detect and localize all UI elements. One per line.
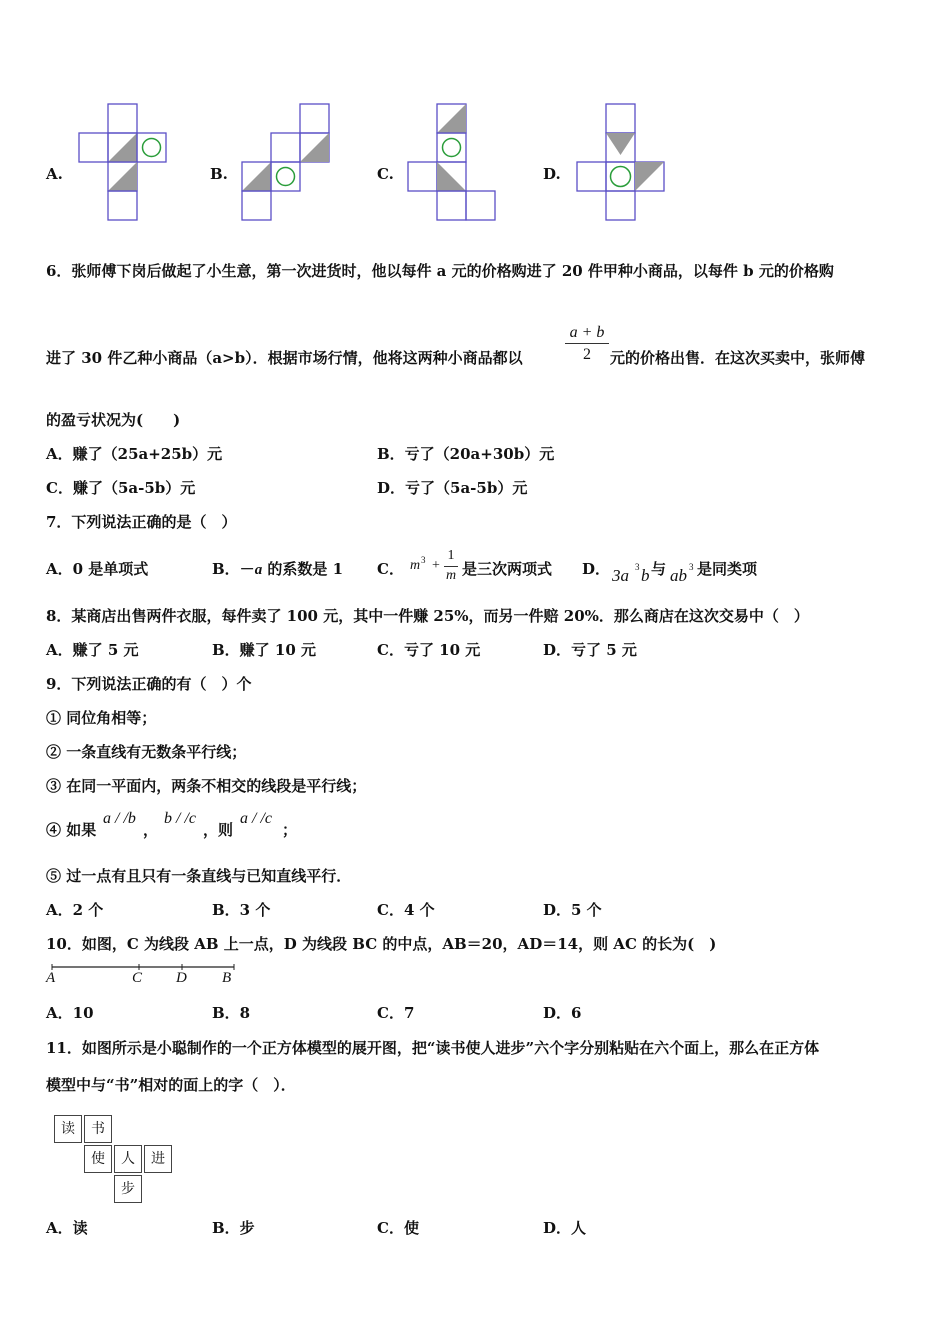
q9-option-c: C．4 个 [377,901,435,919]
q7-option-d-label: D． [582,560,611,578]
net-cell-shu: 书 [84,1115,112,1143]
q11-option-b: B．步 [212,1219,255,1237]
q9-statement-5: ⑤ 过一点有且只有一条直线与已知直线平行． [46,867,352,885]
q6-option-d: D．亏了（5a-5b）元 [377,479,528,497]
q11-option-c: C．使 [377,1219,419,1237]
q8-option-d: D．亏了 5 元 [543,641,637,659]
q9-then: ，则 [203,821,234,839]
q8-option-b: B．赚了 10 元 [212,641,316,659]
net-cell-shi: 使 [84,1145,112,1173]
q7-d-t1b: b [641,566,650,585]
q7-option-b-suffix: 的系数是 1 [262,560,344,578]
q8-option-c: C．亏了 10 元 [377,641,481,659]
q6-line2a: 进了 30 件乙种小商品（a>b）．根据市场行情，他将这两种小商品都以 [46,349,523,367]
option-a-label: A. [46,165,63,183]
net-cell-du: 读 [54,1115,82,1143]
q9-expr-2: b / /c [164,810,196,827]
q7-option-d-suffix: 是同类项 [697,560,758,578]
option-d-label: D. [543,165,561,183]
net-cell-jin: 进 [144,1145,172,1173]
q9-option-b: B．3 个 [212,901,271,919]
q6-fraction-numerator: a + b [569,324,605,341]
net-cell-bu: 步 [114,1175,142,1203]
net-figure-d [575,100,667,222]
q10-option-a: A．10 [46,1004,94,1022]
q6-option-b: B．亏了（20a+30b）元 [377,445,555,463]
q6-line1: 6．张师傅下岗后做起了小生意，第一次进货时，他以每件 a 元的价格购进了 20 件甲种小商品，以每件 b 元的价格购 [46,262,834,280]
q6-fraction [565,323,609,366]
q6-option-c: C．赚了（5a-5b）元 [46,479,196,497]
q7-option-b-prefix: B．－ [212,560,255,578]
q10-option-b: B．8 [212,1004,251,1022]
q6-line2b: 元的价格出售．在这次买卖中，张师傅 [610,349,866,367]
q9-statement-3: ③ 在同一平面内，两条不相交的线段是平行线； [46,777,367,795]
point-d-label: D [176,970,187,986]
q7-option-c-suffix: 是三次两项式 [462,560,553,578]
q7-d-t2: ab [670,566,687,585]
q9-expr-3: a / /c [240,810,272,827]
point-b-label: B [222,970,232,986]
net-figure-c [405,100,501,222]
q10-option-c: C．7 [377,1004,415,1022]
q8-stem: 8．某商店出售两件衣服，每件卖了 100 元，其中一件赚 25%，而另一件赔 20%．那么商店在这次交易中（ ） [46,607,809,625]
q7-d-t1: 3a [612,566,629,585]
q7-d-e2: 3 [689,562,694,572]
q9-statement-4-prefix: ④ 如果 [46,821,97,839]
q9-statement-1: ① 同位角相等； [46,709,157,727]
net-cell-ren: 人 [114,1145,142,1173]
q6-line3: 的盈亏状况为( ) [46,411,181,429]
q11-option-d: D．人 [543,1219,587,1237]
q7-c-num: 1 [447,548,455,563]
q6-fraction-denominator: 2 [565,343,609,366]
q9-comma: ， [143,821,159,839]
option-b-label: B. [210,165,228,183]
q9-option-d: D．5 个 [543,901,602,919]
q7-c-plus: + [432,558,440,573]
q11-option-a: A．读 [46,1219,88,1237]
q9-statement-4-end: ； [282,821,298,839]
q9-option-a: A．2 个 [46,901,104,919]
q9-statement-2: ② 一条直线有无数条平行线； [46,743,247,761]
q8-option-a: A．赚了 5 元 [46,641,139,659]
q7-option-a: A．0 是单项式 [46,560,149,578]
q7-option-d-mid: 与 [651,560,667,578]
q7-option-d-term2 [670,560,700,586]
net-figure-a [78,100,170,222]
q7-option-c-expr [410,548,462,588]
point-c-label: C [132,970,143,986]
q11-line2: 模型中与“书”相对的面上的字（ ）． [46,1076,296,1094]
q11-line1: 11．如图所示是小聪制作的一个正方体模型的展开图，把“读书使人进步”六个字分别粘贴在六个面上，那么在正方体 [46,1039,820,1057]
q6-option-a: A．赚了（25a+25b）元 [46,445,223,463]
q7-c-den: m [445,568,457,583]
q7-option-b [212,559,343,580]
q7-c-m: m [410,558,421,573]
q9-stem: 9．下列说法正确的有（ ）个 [46,675,252,693]
q7-d-e1: 3 [635,562,640,572]
q7-stem: 7．下列说法正确的是（ ） [46,513,237,531]
net-figure-b [240,100,335,222]
point-a-label: A [46,970,56,986]
q9-expr-1: a / /b [103,810,136,827]
q10-stem: 10．如图，C 为线段 AB 上一点，D 为线段 BC 的中点，AB＝20，AD＝14，则 AC 的长为( ) [46,935,717,953]
q7-option-b-var: a [254,562,263,578]
q7-option-c-label: C． [377,560,404,578]
q7-c-exp: 3 [421,555,426,565]
option-c-label: C. [377,165,394,183]
q7-option-d-term1 [612,560,652,586]
q10-option-d: D．6 [543,1004,582,1022]
